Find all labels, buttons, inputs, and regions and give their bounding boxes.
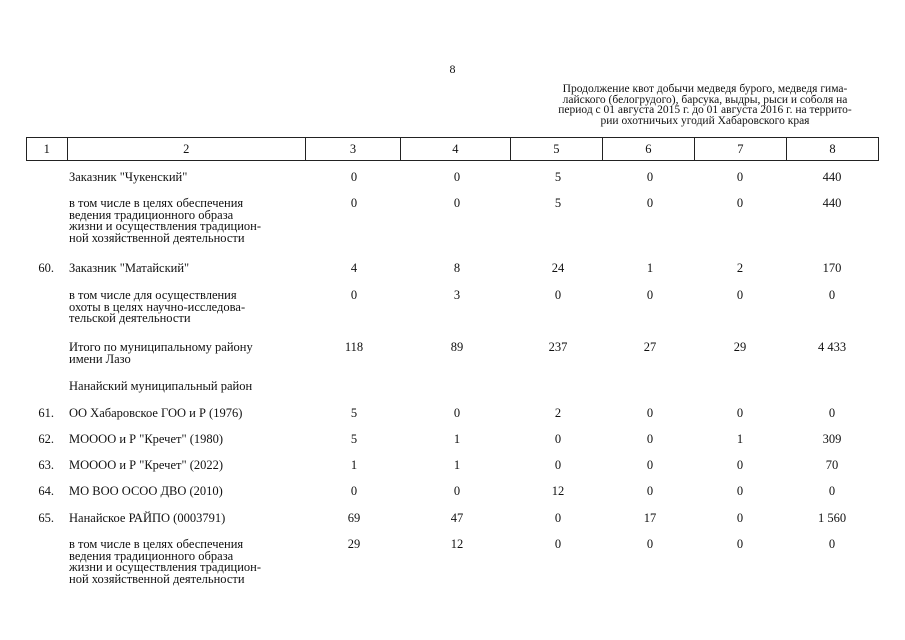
- row-name: [69, 460, 309, 472]
- column-header: 1: [27, 138, 68, 161]
- cell-col8: 0: [828, 484, 836, 498]
- column-header: 8: [786, 138, 878, 161]
- cell-col8: 1 560: [817, 511, 847, 525]
- cell-col4: 8: [453, 261, 461, 275]
- cell-col7: 0: [736, 406, 744, 420]
- row-name-line: жизни и осуществления традицион-: [69, 560, 261, 574]
- cell-col5: 237: [548, 340, 568, 354]
- table-caption: [530, 84, 880, 126]
- page-number: 8: [449, 62, 456, 76]
- cell-col4: 47: [450, 511, 464, 525]
- cell-col8: 440: [822, 196, 842, 210]
- cell-col6: 0: [646, 432, 654, 446]
- cell-col4: 0: [453, 484, 461, 498]
- cell-col8: 0: [828, 406, 836, 420]
- row-name-line: ОО Хабаровское ГОО и Р (1976): [69, 406, 243, 420]
- cell-col4: 0: [453, 406, 461, 420]
- row-name: [69, 408, 309, 420]
- section-heading: [69, 381, 309, 393]
- cell-col6: 1: [646, 261, 654, 275]
- row-name-line: Заказник "Матайский": [69, 261, 190, 275]
- row-name: [69, 513, 309, 525]
- cell-col3: 0: [350, 484, 358, 498]
- cell-col6: 0: [646, 406, 654, 420]
- row-number: 62.: [38, 432, 54, 446]
- cell-col5: 5: [554, 170, 562, 184]
- cell-col7: 0: [736, 511, 744, 525]
- cell-col5: 0: [554, 288, 562, 302]
- row-name-line: Итого по муниципальному району: [69, 340, 253, 354]
- cell-col5: 0: [554, 511, 562, 525]
- cell-col4: 0: [453, 170, 461, 184]
- cell-col3: 0: [350, 288, 358, 302]
- row-name-line: МО ВОО ОСОО ДВО (2010): [69, 484, 223, 498]
- cell-col5: 5: [554, 196, 562, 210]
- cell-col5: 2: [554, 406, 562, 420]
- row-name: [69, 198, 309, 244]
- caption-line: лайского (белогрудого), барсука, выдры, рыси и соболя на: [562, 93, 848, 106]
- cell-col6: 0: [646, 170, 654, 184]
- cell-col5: 24: [551, 261, 565, 275]
- row-name: [69, 290, 309, 325]
- cell-col7: 29: [733, 340, 747, 354]
- row-number: 63.: [38, 458, 54, 472]
- caption-line: период с 01 августа 2015 г. до 01 августа 2016 г. на террито-: [558, 104, 852, 116]
- cell-col6: 0: [646, 458, 654, 472]
- cell-col4: 1: [453, 458, 461, 472]
- caption-line: Продолжение квот добычи медведя бурого, медведя гима-: [562, 83, 848, 95]
- cell-col5: 0: [554, 432, 562, 446]
- row-name-line: ведения традиционного образа: [69, 207, 234, 222]
- cell-col8: 440: [822, 170, 842, 184]
- row-name: [69, 263, 309, 275]
- row-name: [69, 486, 309, 498]
- cell-col3: 118: [344, 340, 364, 354]
- row-name: [69, 539, 309, 585]
- cell-col4: 12: [450, 537, 464, 551]
- row-name-line: в том числе для осуществления: [69, 288, 237, 302]
- row-name: [69, 342, 309, 365]
- row-name-line: МОООО и Р "Кречет" (1980): [69, 432, 224, 446]
- cell-col7: 0: [736, 288, 744, 302]
- row-name-line: ной хозяйственной деятельности: [69, 230, 245, 245]
- cell-col5: 12: [551, 484, 565, 498]
- cell-col7: 0: [736, 537, 744, 551]
- row-name-line: имени Лазо: [69, 351, 131, 366]
- cell-col7: 0: [736, 458, 744, 472]
- cell-col6: 0: [646, 196, 654, 210]
- row-name-line: охоты в целях научно-исследова-: [69, 299, 246, 314]
- cell-col7: 2: [736, 261, 744, 275]
- cell-col3: 0: [350, 196, 358, 210]
- column-header: 2: [67, 138, 305, 161]
- row-name-line: ной хозяйственной деятельности: [69, 571, 245, 586]
- column-header: 5: [510, 138, 602, 161]
- cell-col4: 1: [453, 432, 461, 446]
- row-name-line: Заказник "Чукенский": [69, 170, 188, 184]
- column-header: 3: [305, 138, 400, 161]
- cell-col8: 0: [828, 288, 836, 302]
- cell-col6: 0: [646, 484, 654, 498]
- row-name-line: в том числе в целях обеспечения: [69, 537, 244, 551]
- column-header: 6: [602, 138, 694, 161]
- row-name-line: ведения традиционного образа: [69, 548, 234, 563]
- cell-col8: 0: [828, 537, 836, 551]
- row-name-line: в том числе в целях обеспечения: [69, 196, 244, 210]
- row-name-line: МОООО и Р "Кречет" (2022): [69, 458, 224, 472]
- cell-col6: 17: [643, 511, 657, 525]
- cell-col4: 0: [453, 196, 461, 210]
- cell-col3: 0: [350, 170, 358, 184]
- cell-col8: 309: [822, 432, 842, 446]
- row-name-line: тельской деятельности: [69, 311, 191, 325]
- cell-col3: 5: [350, 406, 358, 420]
- cell-col3: 4: [350, 261, 358, 275]
- cell-col3: 69: [347, 511, 361, 525]
- cell-col6: 27: [643, 340, 657, 354]
- cell-col3: 5: [350, 432, 358, 446]
- cell-col8: 4 433: [817, 340, 847, 354]
- row-name-line: Нанайский муниципальный район: [69, 379, 253, 393]
- row-number: 60.: [38, 261, 54, 275]
- cell-col7: 0: [736, 170, 744, 184]
- cell-col7: 0: [736, 196, 744, 210]
- column-header-row: [26, 137, 879, 161]
- cell-col5: 0: [554, 537, 562, 551]
- cell-col3: 1: [350, 458, 358, 472]
- cell-col4: 89: [450, 340, 464, 354]
- row-name-line: жизни и осуществления традицион-: [69, 219, 261, 233]
- row-number: 64.: [38, 484, 54, 498]
- row-name-line: Нанайское РАЙПО (0003791): [69, 511, 226, 525]
- row-name: [69, 434, 309, 446]
- row-name: [69, 172, 309, 184]
- cell-col4: 3: [453, 288, 461, 302]
- column-header: 4: [400, 138, 510, 161]
- cell-col7: 1: [736, 432, 744, 446]
- column-header: 7: [694, 138, 786, 161]
- row-number: 61.: [38, 406, 54, 420]
- row-number: 65.: [38, 511, 54, 525]
- cell-col5: 0: [554, 458, 562, 472]
- cell-col3: 29: [347, 537, 361, 551]
- cell-col8: 70: [825, 458, 839, 472]
- cell-col6: 0: [646, 537, 654, 551]
- cell-col8: 170: [822, 261, 842, 275]
- caption-line: рии охотничьих угодий Хабаровского края: [600, 114, 810, 127]
- cell-col7: 0: [736, 484, 744, 498]
- cell-col6: 0: [646, 288, 654, 302]
